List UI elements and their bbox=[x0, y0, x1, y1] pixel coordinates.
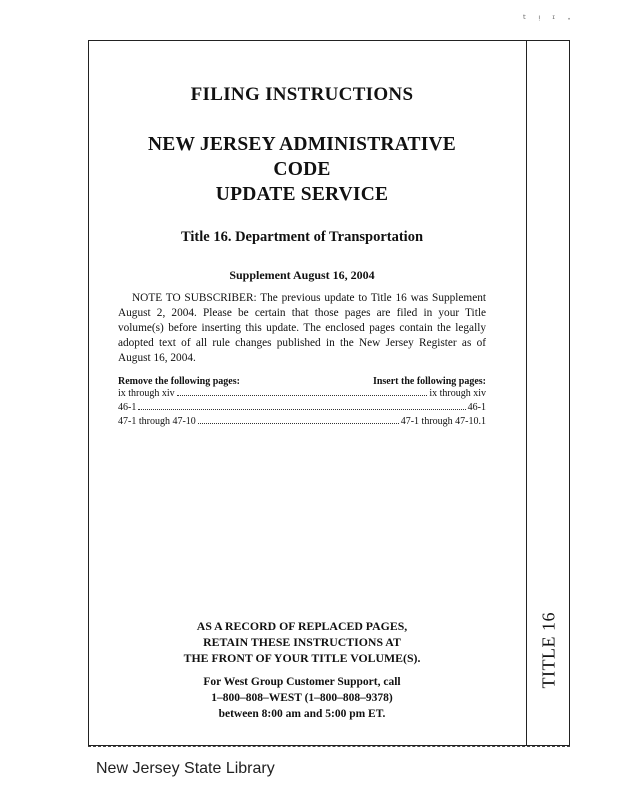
pages-table-header bbox=[118, 376, 486, 387]
record-line-3: THE FRONT OF YOUR TITLE VOLUME(S). bbox=[183, 651, 421, 665]
record-notice bbox=[118, 618, 486, 666]
leader-dots bbox=[177, 395, 428, 396]
subscriber-note: NOTE TO SUBSCRIBER: The previous update to Title 16 was Supplement August 2, 2004. Please be certain that those pages are filed in your Title volume(s) before inserting this update. The enclosed pages contain the legally adopted text of all rule changes published in the New Jersey Register as of August 16, 2004. bbox=[118, 292, 486, 364]
support-phone: 1–800–808–WEST (1–800–808–9378) bbox=[211, 692, 393, 704]
filing-content bbox=[118, 40, 486, 429]
leader-dots bbox=[138, 409, 465, 410]
title-tab-strip bbox=[526, 40, 570, 746]
insert-heading: Insert the following pages: bbox=[372, 376, 486, 387]
table-row bbox=[118, 387, 486, 401]
leader-dots bbox=[198, 423, 399, 424]
support-hours: between 8:00 am and 5:00 pm ET. bbox=[218, 708, 386, 720]
insert-cell: 47-1 through 47-10.1 bbox=[400, 416, 486, 427]
table-row bbox=[118, 415, 486, 429]
remove-cell: ix through xiv bbox=[118, 388, 175, 399]
table-row bbox=[118, 401, 486, 415]
customer-support bbox=[118, 674, 486, 722]
record-line-2: RETAIN THESE INSTRUCTIONS AT bbox=[203, 635, 401, 649]
remove-heading: Remove the following pages: bbox=[118, 376, 240, 387]
insert-cell: ix through xiv bbox=[429, 388, 486, 399]
supplement-date: Supplement August 16, 2004 bbox=[229, 268, 375, 282]
subtitle-line-1: NEW JERSEY ADMINISTRATIVE CODE bbox=[147, 134, 457, 180]
scan-marks: ᵗ ᵎ ᶦ · bbox=[522, 12, 575, 26]
support-line-1: For West Group Customer Support, call bbox=[203, 676, 401, 688]
insert-cell: 46-1 bbox=[467, 402, 486, 413]
footer-divider bbox=[88, 746, 570, 747]
record-line-1: AS A RECORD OF REPLACED PAGES, bbox=[196, 619, 408, 633]
title-heading: Title 16. Department of Transportation bbox=[180, 229, 424, 245]
remove-cell: 46-1 bbox=[118, 402, 137, 413]
page-subtitle bbox=[118, 132, 486, 207]
remove-cell: 47-1 through 47-10 bbox=[118, 416, 196, 427]
subtitle-line-2: UPDATE SERVICE bbox=[215, 184, 389, 205]
page-title: FILING INSTRUCTIONS bbox=[190, 84, 414, 105]
title-tab-label: TITLE 16 bbox=[538, 612, 559, 689]
library-stamp: New Jersey State Library bbox=[96, 760, 275, 777]
